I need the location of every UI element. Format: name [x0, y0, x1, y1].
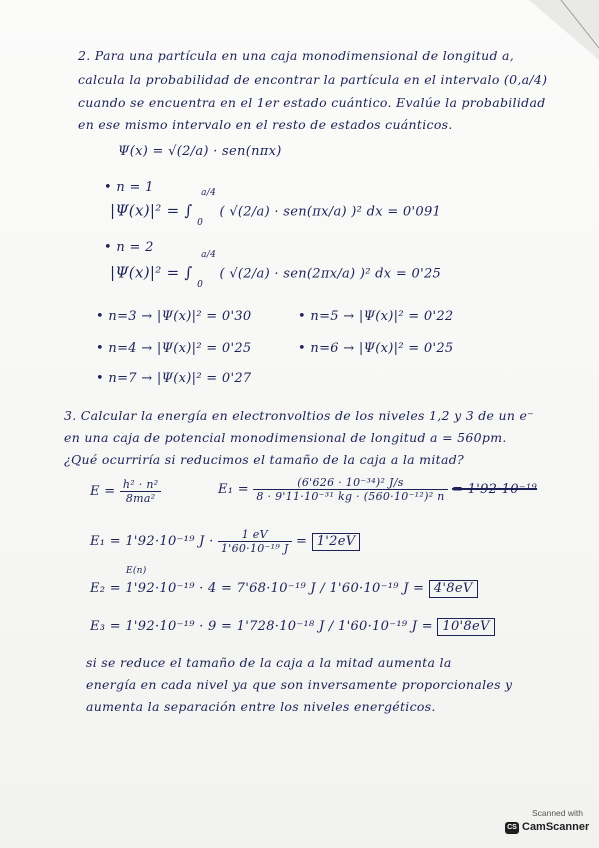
- n2-integrand: ( √(2/a) · sen(2πx/a) )² dx: [219, 266, 392, 282]
- n2-label: • n = 2: [104, 240, 154, 255]
- problem2-line4: en ese mismo intervalo en el resto de estados cuánticos.: [78, 117, 453, 132]
- e3-calc: E₃ = 1'92·10⁻¹⁹ · 9 = 1'728·10⁻¹⁸ J / 1'60·10⁻¹⁹ J =: [90, 619, 433, 634]
- energy-formula: [90, 478, 161, 505]
- e3-line: [90, 618, 495, 636]
- n3-result-line: • n=3 → |Ψ(x)|² = 0'30: [96, 309, 252, 324]
- e1-conversion: E₁ = 1'92·10⁻¹⁹ J · $\frac{1 eV}{\text{1'60·10⁻¹⁹ J}}$ = 1'2eV: [90, 528, 360, 555]
- page-fold-corner: [529, 0, 599, 60]
- e1-conversion-denominator: 1'60·10⁻¹⁹ J: [220, 542, 289, 555]
- n1-label: • n = 1: [104, 180, 154, 195]
- e1-scribbled-value: = 1'92·10⁻¹⁹: [452, 482, 538, 497]
- e1-conversion-numerator: 1 eV: [218, 528, 292, 542]
- n1-integral-left: |Ψ(x)|² = ∫: [110, 201, 193, 220]
- e3-result-box: 10'8eV: [437, 618, 494, 636]
- energy-formula-left: E =: [90, 484, 116, 499]
- n7-result-line: • n=7 → |Ψ(x)|² = 0'27: [96, 371, 252, 386]
- problem3-line1: 3. Calcular la energía en electronvoltios de los niveles 1,2 y 3 de un e⁻: [64, 408, 535, 423]
- n1-limit-top: a/4: [201, 188, 217, 198]
- camscanner-logo-icon: CS: [505, 822, 519, 834]
- energy-formula-fraction: [120, 478, 162, 505]
- e1-calc: E₁ = 1'92·10⁻¹⁹ J ·: [90, 534, 214, 549]
- conclusion-line3: aumenta la separación entre los niveles energéticos.: [86, 699, 436, 714]
- e1-conversion-fraction: [218, 528, 292, 555]
- n5-result-line: • n=5 → |Ψ(x)|² = 0'22: [298, 309, 454, 324]
- camscanner-stamp: [503, 808, 589, 842]
- n1-integral: [110, 188, 442, 228]
- conclusion-line1: si se reduce el tamaño de la caja a la mitad aumenta la: [86, 655, 452, 670]
- wavefunction-equation: Ψ(x) = √(2/a) · sen(nπx): [118, 144, 282, 159]
- n2-result: = 0'25: [395, 266, 442, 282]
- e1-formula: [218, 476, 537, 503]
- stamp-brand: CamScanner: [522, 821, 590, 833]
- e2-result-box: 4'8eV: [429, 580, 478, 598]
- problem3-line3: ¿Qué ocurriría si reducimos el tamaño de la caja a la mitad?: [64, 452, 464, 467]
- n2-limit-top: a/4: [201, 250, 217, 260]
- n1-integrand: ( √(2/a) · sen(πx/a) )² dx: [219, 204, 383, 220]
- problem2-line1: 2. Para una partícula en una caja monodimensional de longitud a,: [78, 48, 515, 63]
- e1-formula-denominator: 8 · 9'11·10⁻³¹ kg · (560·10⁻¹²)² n: [256, 490, 445, 503]
- problem2-line2: calcula la probabilidad de encontrar la partícula en el intervalo (0,a/4): [78, 72, 548, 87]
- e1-formula-fraction: [253, 476, 447, 503]
- problem2-line3: cuando se encuentra en el 1er estado cuántico. Evalúe la probabilidad: [78, 95, 546, 110]
- energy-formula-numerator: h² · n²: [120, 478, 162, 492]
- n2-integral-left: |Ψ(x)|² = ∫: [110, 263, 193, 282]
- n2-limit-bottom: 0: [197, 280, 204, 290]
- e1-result-box: 1'2eV: [312, 533, 361, 551]
- n6-result-line: • n=6 → |Ψ(x)|² = 0'25: [298, 341, 454, 356]
- problem3-line2: en una caja de potencial monodimensional de longitud a = 560pm.: [64, 430, 507, 445]
- n4-result-line: • n=4 → |Ψ(x)|² = 0'25: [96, 341, 252, 356]
- e1-formula-numerator: (6'626 · 10⁻³⁴)² J/s: [253, 476, 447, 490]
- e2-line: [90, 580, 478, 598]
- n1-result: = 0'091: [387, 204, 442, 220]
- energy-formula-denominator: 8ma²: [125, 492, 156, 505]
- stamp-scanned-with: Scanned with: [531, 808, 583, 818]
- conclusion-line2: energía en cada nivel ya que son inversamente proporcionales y: [86, 677, 513, 692]
- e1-formula-left: E₁ =: [218, 482, 249, 497]
- n2-integral: [110, 250, 442, 290]
- e2-calc: E₂ = 1'92·10⁻¹⁹ · 4 = 7'68·10⁻¹⁹ J / 1'60·10⁻¹⁹ J =: [90, 581, 425, 596]
- n1-limit-bottom: 0: [197, 218, 204, 228]
- e2-note: E(n): [126, 566, 147, 576]
